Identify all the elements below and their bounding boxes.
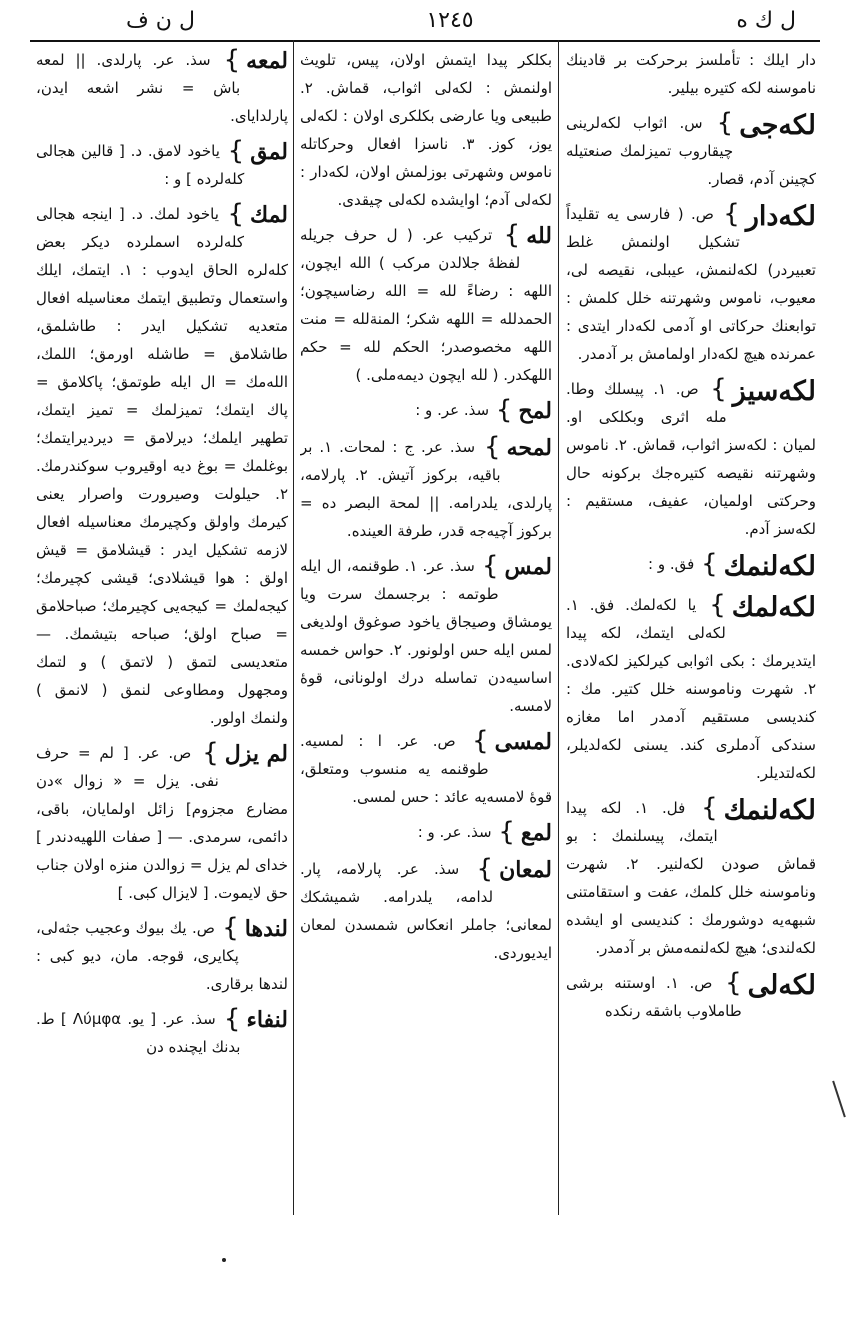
entry-headword: لمحه [506,435,552,461]
entry-text: ص. عر. [ لم = حرف نفى. يزل = « زوال »دن مضارع مجزوم] زائل اولمايان، باقى، دائمى، سرمدى. — [ صفات اللهيه‌دندر ] خداى لم يزل = زوالدن منزه اولان جناب حق لايموت. [ لايزال كبى. ] [36,744,288,902]
entry-text: سذ. عر. [ يو. Λύμφα ] ط. بدنك ايچنده دن [36,1010,241,1056]
entry-headword: لمك [250,202,288,228]
brace-icon: } [472,726,489,756]
header-left-letters: ل ن ف [126,8,195,33]
entry-headword: لم يزل [224,741,288,767]
brace-icon: } [495,395,513,425]
brace-icon: } [723,199,740,229]
entry-text: ياخود لمك. د. [ اينجه هجالى كله‌لرده اسملرده ديكر بعض كله‌لره الحاق ايدوب : ١. ايتمك، ايلك واستعمال وتطبيق ايتمك معناسيله افعال متعديه تشكيل ايدر : طاشلمق، طاشلامق = طاشله اورمق؛ اللمك، الله‌مك = ال ايله طوتمق؛ پاكلامق = پاك ايتمك؛ تميزلمك = تميز ايتمك، تطهير ايلمك؛ ديرلامق = ديرديرايتمك؛ بوغلمك = بوغ ديه اوقيروب سوكندرمك. ٢. حيلولت وصيرورت واصرار يعنى كيرمك واولق وكچيرمك معناسيله افعال لازمه تشكيل ايدر : قيشلامق = قيش اولق : هوا قيشلادى؛ قيشى كچيرمك؛ كيجه‌لمك = كيجه‌يى كچيرمك؛ صباحلامق = صباح اولق؛ صباحه بتيشمك. — متعديسى لتمق ( لاتمق ) و لتمك ومجهول ومطاوعى لنمق ( لانمق ) ولنمك اولور. [36,205,288,727]
entry-headword: لمعه [246,48,288,74]
entry [300,727,552,811]
entry [36,914,288,998]
entry-headword: لكه‌لمك [731,592,816,623]
entry-text: سذ. عر. پارلدى. || لمعه باش = نشر اشعه ايدن، پارلداياى. [36,51,288,125]
entry-headword: لمسى [494,729,552,755]
brace-icon: } [223,46,241,75]
scan-edge-mark [832,1081,846,1118]
entry [300,552,552,720]
entry [566,794,816,962]
entry-headword: لله [526,223,552,249]
print-dot [222,1258,226,1262]
entry-text: بكلكر پيدا ايتمش اولان، پيس، تلويث اولنمش : لكه‌لى اثواب، قماش. ٢. طبيعى ويا عارضى بكلكرى اولان : لكه‌لى يوز، كوز. ٣. ناسزا افعال وحركاتله ناموس وشهرتى بوزلمش اولان، لكه‌دار : لكه‌لى آدم؛ اوايشده لكه‌لى چيقدى. [300,51,552,209]
entry-headword: لكه‌لنمك [723,551,816,582]
header-right-letters: ل ك ه [736,8,796,33]
entry-headword: لكه‌لنمك [723,795,816,826]
brace-icon: } [701,549,718,579]
entry [566,969,816,1025]
entry-headword: لمس [504,554,552,580]
entry [300,433,552,545]
entry [36,200,288,732]
entry [36,46,288,130]
column-divider-right [558,40,559,1215]
brace-icon: } [701,793,718,823]
entry-text: ياخود لامق. د. [ قالين هجالى كله‌لرده ] و : [36,142,245,188]
page-header [30,6,820,36]
entry-text: دار ايلك : تأملسز برحركت بر قادينك ناموسنه لكه‌ كتيره‌ بيلير. [566,51,816,97]
entry-text: سذ. عر. و : [415,401,490,419]
entry [36,1005,288,1061]
entry-text: ص. يك بيوك وعجيب جثه‌لى، پكايرى، قوجه. مان، ديو كبى : لندها برقارى. [36,919,288,993]
brace-icon: } [223,1004,241,1034]
entry-text: سذ. عر. و : [417,823,492,841]
entry-headword: لكه‌جى [739,110,816,141]
entry-headword: لكه‌لى [747,970,816,1001]
entry-text: س. اثواب لكه‌لرينى چيقاروب تميزلمك صنعتيله كچينن آدم، قصار. [566,114,816,188]
entry-text: ص. ١. پيسلك وطا. مله اثرى وبكلكى او. لميان : لكه‌سز اثواب، قماش. ٢. ناموس وشهرتنه نقيصه كتيره‌جك بركونه حال وحركتى اولميان، عفيف، مستقيم : لكه‌سز آدم. [566,380,816,538]
brace-icon: } [476,854,494,884]
column-divider-left [293,40,294,1215]
entry-headword: لكه‌دار [745,201,816,232]
entry-text: سذ. عر. ج : لمحات. ١. بر باقيه، بركوز آتيش. ٢. پارلامه، پارلدى، يلدرامه. || لمحة البصر ده = بركوز آچيه‌جه قدر، طرفة العينده. [300,438,552,540]
brace-icon: } [716,108,734,138]
entry-text: ص. ١. اوستنه برشى طاملاوب باشقه رنكده [566,974,742,1020]
entry [566,200,816,368]
entry-text: ص. ( فارسى يه تقليداً تشكيل اولنمش غلط تعبيردر) لكه‌لنمش، عيبلى، نقيصه لى، معيوب، ناموس وشهرتنه خلل كلمش : توابعنك حركاتى او آدمى لكه‌دار ايتدى : عمرنده هيچ لكه‌دار اولمامش بر آدمدر. [566,205,816,363]
brace-icon: } [709,590,726,620]
entry-headword: لنفاء [246,1007,288,1033]
entry-text: فل. ١. لكه پيدا ايتمك، پيسلنمك : بو قماش صودن لكه‌لنير. ٢. شهرت وناموسنه خلل كلمك، عفت و استقامتنى شبهه‌يه دوشورمك : كنديسى او ايشده لكه‌لندى؛ هيچ لكه‌لنمه‌مش بر آدمدر. [566,799,816,957]
entry-text: ص. عر. ا : لمسيه. طوقنمه يه منسوب ومتعلق، قوه‌ٔ لامسه‌يه عائد : حس لمسى. [300,732,552,806]
brace-icon: } [710,374,727,404]
entry-headword: لمح [518,398,552,424]
entry-text: سذ. عر. پارلامه، پار. لدامه، يلدرامه. شميشكك لمعانى؛ جاملر انعكاس شمسدن لمعان ايديوردى. [300,860,552,962]
entry [36,739,288,907]
brace-icon: } [503,220,521,250]
entry-headword: لكه‌سيز [732,376,816,407]
brace-icon: } [222,913,239,943]
entry-text: فق. و : [648,555,695,573]
entry-text: تركيب عر. ( ل حرف جريله لفظهٔ جلالدن مركب ) الله ايچون، اللهه : رضاءً لله = الله رضاسيچون؛ الحمدلله = اللهه شكر؛ المنةلله = منت اللهه مخصوصدر؛ الحكم لله = حكم اللهكدر. ( لله ايچون ديمه‌ملى. ) [300,226,552,384]
entry-headword: لمعان [499,857,552,883]
entry [300,855,552,967]
header-rule [30,40,820,42]
brace-icon: } [227,199,245,229]
brace-icon: } [498,817,515,847]
entry-text: يا لكه‌لمك. فق. ١. لكه‌لى ايتمك، لكه‌ پيدا ايتديرمك : بكى اثوابى كيرلكيز لكه‌لادى. ٢. شهرت وناموسنه خلل كتير. مك : كنديسى مستقيم آدمدر اما مغازه سندكى آدملرى كند. يسنى لكه‌لديلر، لكه‌لتديلر. [566,596,816,782]
brace-icon: } [484,432,501,462]
page-number: ١٢٤٥ [426,8,474,33]
entry [300,396,552,426]
entry-headword: لمع [520,820,552,846]
entry-headword: لمق [250,139,288,165]
brace-icon: } [725,968,742,998]
brace-icon: } [481,551,499,581]
entry [566,375,816,543]
entry [566,46,816,102]
entry [36,137,288,193]
entry [300,818,552,848]
column-right [566,46,816,1221]
entry [566,550,816,584]
column-middle [300,46,552,1221]
entry [300,46,552,214]
entry-headword: لندها [244,916,288,942]
entry [566,591,816,787]
column-left [36,46,288,1221]
entry-text: سذ. عر. ١. طوقنمه، ال ايله طوتمه : برجسمك سرت ويا يومشاق وصيجاق ياخود صوغوق اولديغى لمس ايله حس اولونور. ٢. حواس خمسه‌ اساسيه‌دن تماسله درك اولونانى، قوه‌ٔ لامسه. [300,557,552,715]
entry [300,221,552,389]
brace-icon: } [227,136,245,166]
brace-icon: } [202,738,219,768]
entry [566,109,816,193]
